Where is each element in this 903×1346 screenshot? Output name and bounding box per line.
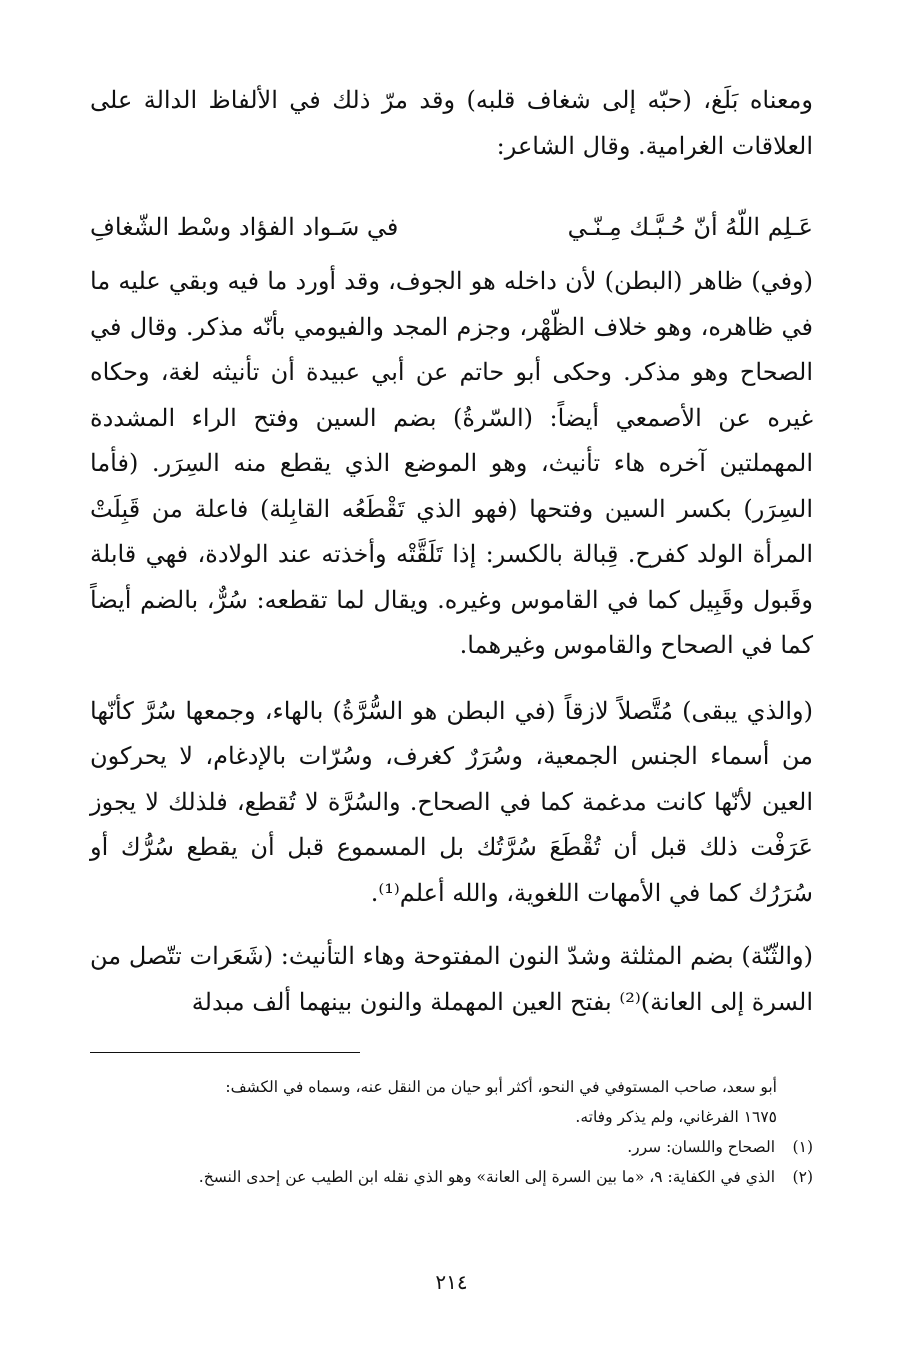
footnote-2 [90,1162,813,1192]
footnote-1-number: (١) [792,1138,813,1156]
footnote-separator [90,1052,360,1053]
paragraph-1: ومعناه بَلَغ، (حبّه إلى شغاف قلبه) وقد مرّ ذلك في الألفاظ الدالة على العلاقات الغرامية. وقال الشاعر: [90,86,813,160]
footnote-2-number: (٢) [792,1168,813,1186]
footnote-continuation [90,1072,813,1102]
main-text [90,78,813,1025]
footnote-continuation-2 [90,1102,813,1132]
paragraph-3: (والذي يبقى) مُتَّصلاً لازقاً (في البطن هو السُّرَّةُ) بالهاء، وجمعها سُرَّ كأنّها من أسماء الجنس الجمعية، وسُرَرٌ كغرف، وسُرّات بالإدغام، لا يحركون العين لأنّها كانت مدغمة كما في الصحاح. والسُرَّة لا تُقطع، فلذلك لا يجوز عَرَفْت ذلك قبل أن تُقْطَعَ سُرَّتُك بل المسموع قبل أن يقطع سُرُّك أو سُرَرُك كما في الأمهات اللغوية، والله أعلم⁽¹⁾. [90,696,813,907]
footnote-carry-line-2: ١٦٧٥ الفرغاني، ولم يذكر وفاته. [575,1108,777,1126]
footnote-1-text: الصحاح واللسان: سرر. [627,1138,775,1156]
paragraph-2: (وفي) ظاهر (البطن) لأن داخله هو الجوف، وقد أورد ما فيه وبقي عليه ما في ظاهره، وهو خلاف الظّهْر، وجزم المجد والفيومي بأنّه مذكر. وقال في الصحاح وهو مذكر. وحكى أبو حاتم عن أبي عبيدة أن تأنيثه لغة، وحكاه غيره عن الأصمعي أيضاً: (السّرةُ) بضم السين وفتح الراء المشددة المهملتين آخره هاء تأنيث، وهو الموضع الذي يقطع منه السِرَر. (فأما السِرَر) بكسر السين وفتحها (فهو الذي تَقْطَعُه القابِلة) فاعلة من قَبِلَتْ المرأة الولد كفرح. قِبالة بالكسر: إذا تَلَقَّتْه وأخذته عند الولادة، فهي قابلة وقَبول وقَبِيل كما في القاموس وغيره. ويقال لما تقطعه: سُرٌّ، بالضم أيضاً كما في الصحاح والقاموس وغيرهما. [90,267,814,659]
verse-hemistich-first: عَـلِم اللّهُ أنّ حُـبَّـك مِـنّـي [567,213,813,241]
footnote-2-text: الذي في الكفاية: ٩، «ما بين السرة إلى العانة» وهو الذي نقله ابن الطيب عن إحدى النسخ. [198,1168,775,1186]
poem-verse [90,207,813,247]
footnote-carry-line-1: أبو سعد، صاحب المستوفي في النحو، أكثر أبو حيان من النقل عنه، وسماه في الكشف: [225,1078,777,1096]
footnote-1 [90,1132,813,1162]
verse-hemistich-second: في سَـواد الفؤاد وسْط الشّغافِ [90,213,399,241]
paragraph-4: (والثّنّة) بضم المثلثة وشدّ النون المفتوحة وهاء التأنيث: (شَعَرات تتّصل من السرة إلى العانة)⁽²⁾ بفتح العين المهملة والنون بينهما ألف مبدلة [90,942,813,1016]
page-number: ٢١٤ [435,1270,468,1294]
footnotes [90,1072,813,1192]
